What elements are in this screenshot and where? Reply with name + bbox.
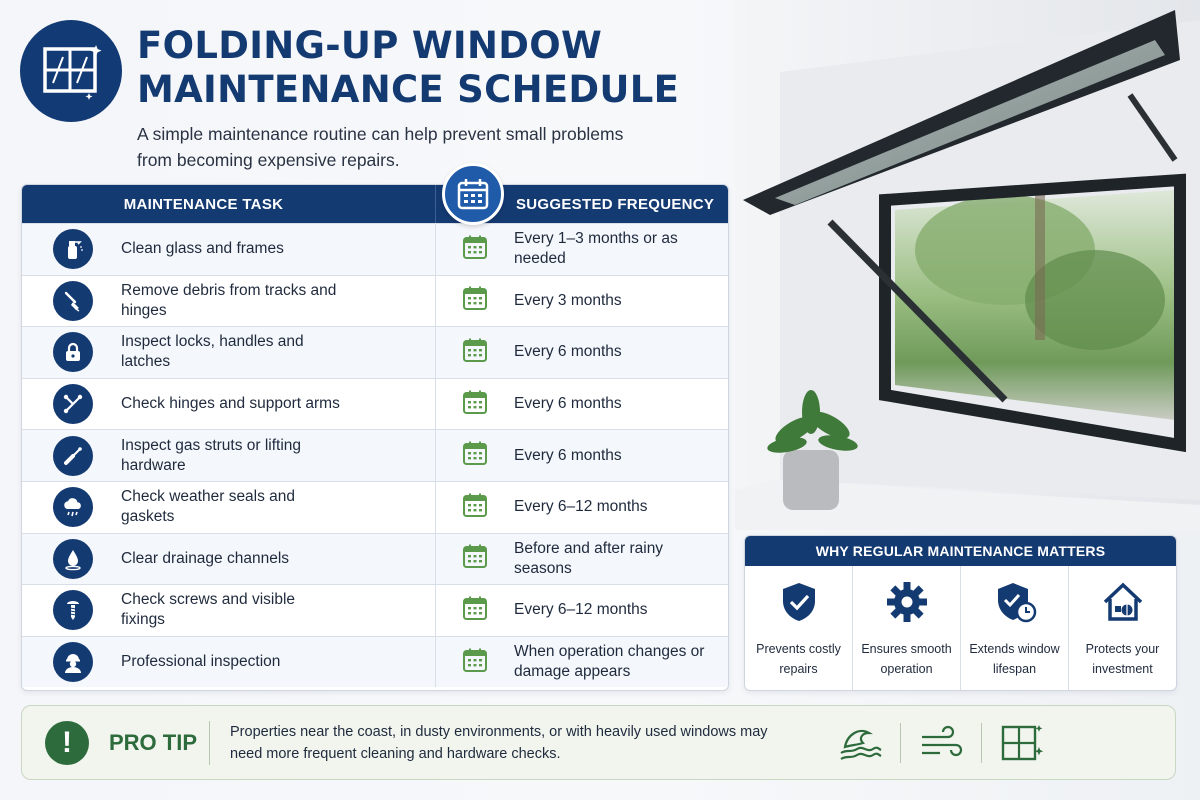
column-header-task: MAINTENANCE TASK	[123, 195, 284, 213]
why-panel-title: WHY REGULAR MAINTENANCE MATTERS	[745, 536, 1176, 566]
calendar-icon	[462, 647, 488, 678]
frequency-cell	[435, 224, 728, 275]
table-row	[22, 275, 728, 327]
screw-icon	[53, 590, 93, 630]
calendar-icon	[462, 337, 488, 368]
technician-icon	[53, 642, 93, 682]
window-logo-icon	[20, 20, 122, 122]
why-item	[745, 566, 852, 691]
column-header-frequency: SUGGESTED FREQUENCY	[435, 185, 728, 223]
table-header	[22, 185, 728, 223]
calendar-icon	[462, 595, 488, 626]
why-item	[1068, 566, 1176, 691]
table-row	[22, 378, 728, 430]
frequency-cell	[435, 379, 728, 430]
why-item	[852, 566, 960, 691]
shield-check-icon	[777, 580, 821, 629]
calendar-icon	[462, 389, 488, 420]
divider	[981, 723, 982, 763]
gear-icon	[885, 580, 929, 629]
water-drop-icon	[53, 539, 93, 579]
frequency-label: When operation changes or damage appears	[514, 643, 705, 681]
divider	[900, 723, 901, 763]
calendar-icon	[462, 492, 488, 523]
frequency-cell	[435, 534, 728, 585]
calendar-icon	[462, 440, 488, 471]
house-icon	[1101, 580, 1145, 629]
why-item-label: Protects your investment	[1085, 642, 1160, 676]
gas-strut-icon	[53, 436, 93, 476]
page-subtitle: A simple maintenance routine can help prevent small problems from becoming expensive repairs.	[137, 124, 624, 170]
why-maintenance-panel	[744, 535, 1177, 691]
task-cell	[22, 482, 435, 533]
task-label: Inspect locks, handles and latches	[121, 333, 304, 371]
task-label: Check weather seals and gaskets	[121, 488, 296, 526]
task-label: Professional inspection	[121, 653, 281, 671]
page-title: FOLDING-UP WINDOW MAINTENANCE SCHEDULE	[137, 24, 680, 111]
task-cell	[22, 327, 435, 378]
pro-tip-text: Properties near the coast, in dusty environments, or with heavily used windows may need more frequent cleaning and hardware checks.	[230, 723, 768, 762]
frequency-label: Every 6 months	[514, 343, 622, 361]
frequency-label: Every 6 months	[514, 446, 622, 464]
wind-icon	[911, 723, 971, 763]
table-row	[22, 533, 728, 585]
table-row	[22, 326, 728, 378]
maintenance-schedule-table	[21, 184, 729, 691]
table-row	[22, 429, 728, 481]
rain-cloud-icon	[53, 487, 93, 527]
frequency-label: Every 6 months	[514, 395, 622, 413]
calendar-icon	[462, 543, 488, 574]
task-cell	[22, 534, 435, 585]
task-label: Clean glass and frames	[121, 240, 284, 258]
task-cell	[22, 379, 435, 430]
shield-clock-icon	[993, 580, 1037, 629]
frequency-label: Every 1–3 months or as needed	[514, 230, 678, 268]
task-cell	[22, 430, 435, 481]
pro-tip-banner	[21, 705, 1176, 780]
brush-icon	[53, 281, 93, 321]
task-label: Clear drainage channels	[121, 549, 290, 567]
why-item	[960, 566, 1068, 691]
task-label: Check screws and visible fixings	[121, 591, 296, 629]
why-item-label: Extends window lifespan	[969, 642, 1060, 676]
why-item-label: Prevents costly repairs	[756, 642, 841, 676]
wave-icon	[830, 723, 890, 763]
task-cell	[22, 276, 435, 327]
why-item-label: Ensures smooth operation	[861, 642, 952, 676]
frequency-cell	[435, 637, 728, 688]
exclamation-icon: !	[45, 721, 89, 765]
table-row	[22, 481, 728, 533]
calendar-header-icon	[442, 163, 504, 225]
calendar-icon	[462, 285, 488, 316]
table-row	[22, 584, 728, 636]
window-sparkle-icon	[992, 723, 1052, 763]
task-cell	[22, 224, 435, 275]
frequency-label: Before and after rainy seasons	[514, 539, 664, 577]
table-row	[22, 636, 728, 688]
task-cell	[22, 637, 435, 688]
spray-bottle-icon	[53, 229, 93, 269]
lock-icon	[53, 332, 93, 372]
frequency-cell	[435, 430, 728, 481]
frequency-cell	[435, 327, 728, 378]
frequency-label: Every 6–12 months	[514, 498, 648, 516]
task-cell	[22, 585, 435, 636]
task-label: Inspect gas struts or lifting hardware	[121, 436, 302, 474]
calendar-icon	[462, 234, 488, 265]
task-label: Remove debris from tracks and hinges	[121, 281, 337, 319]
frequency-cell	[435, 585, 728, 636]
frequency-label: Every 3 months	[514, 291, 622, 309]
open-awning-window-photo	[735, 0, 1200, 530]
frequency-label: Every 6–12 months	[514, 601, 648, 619]
frequency-cell	[435, 276, 728, 327]
task-label: Check hinges and support arms	[121, 395, 340, 413]
frequency-cell	[435, 482, 728, 533]
hinge-arm-icon	[53, 384, 93, 424]
table-row	[22, 223, 728, 275]
pro-tip-title: PRO TIP	[109, 729, 198, 755]
divider	[209, 721, 210, 765]
